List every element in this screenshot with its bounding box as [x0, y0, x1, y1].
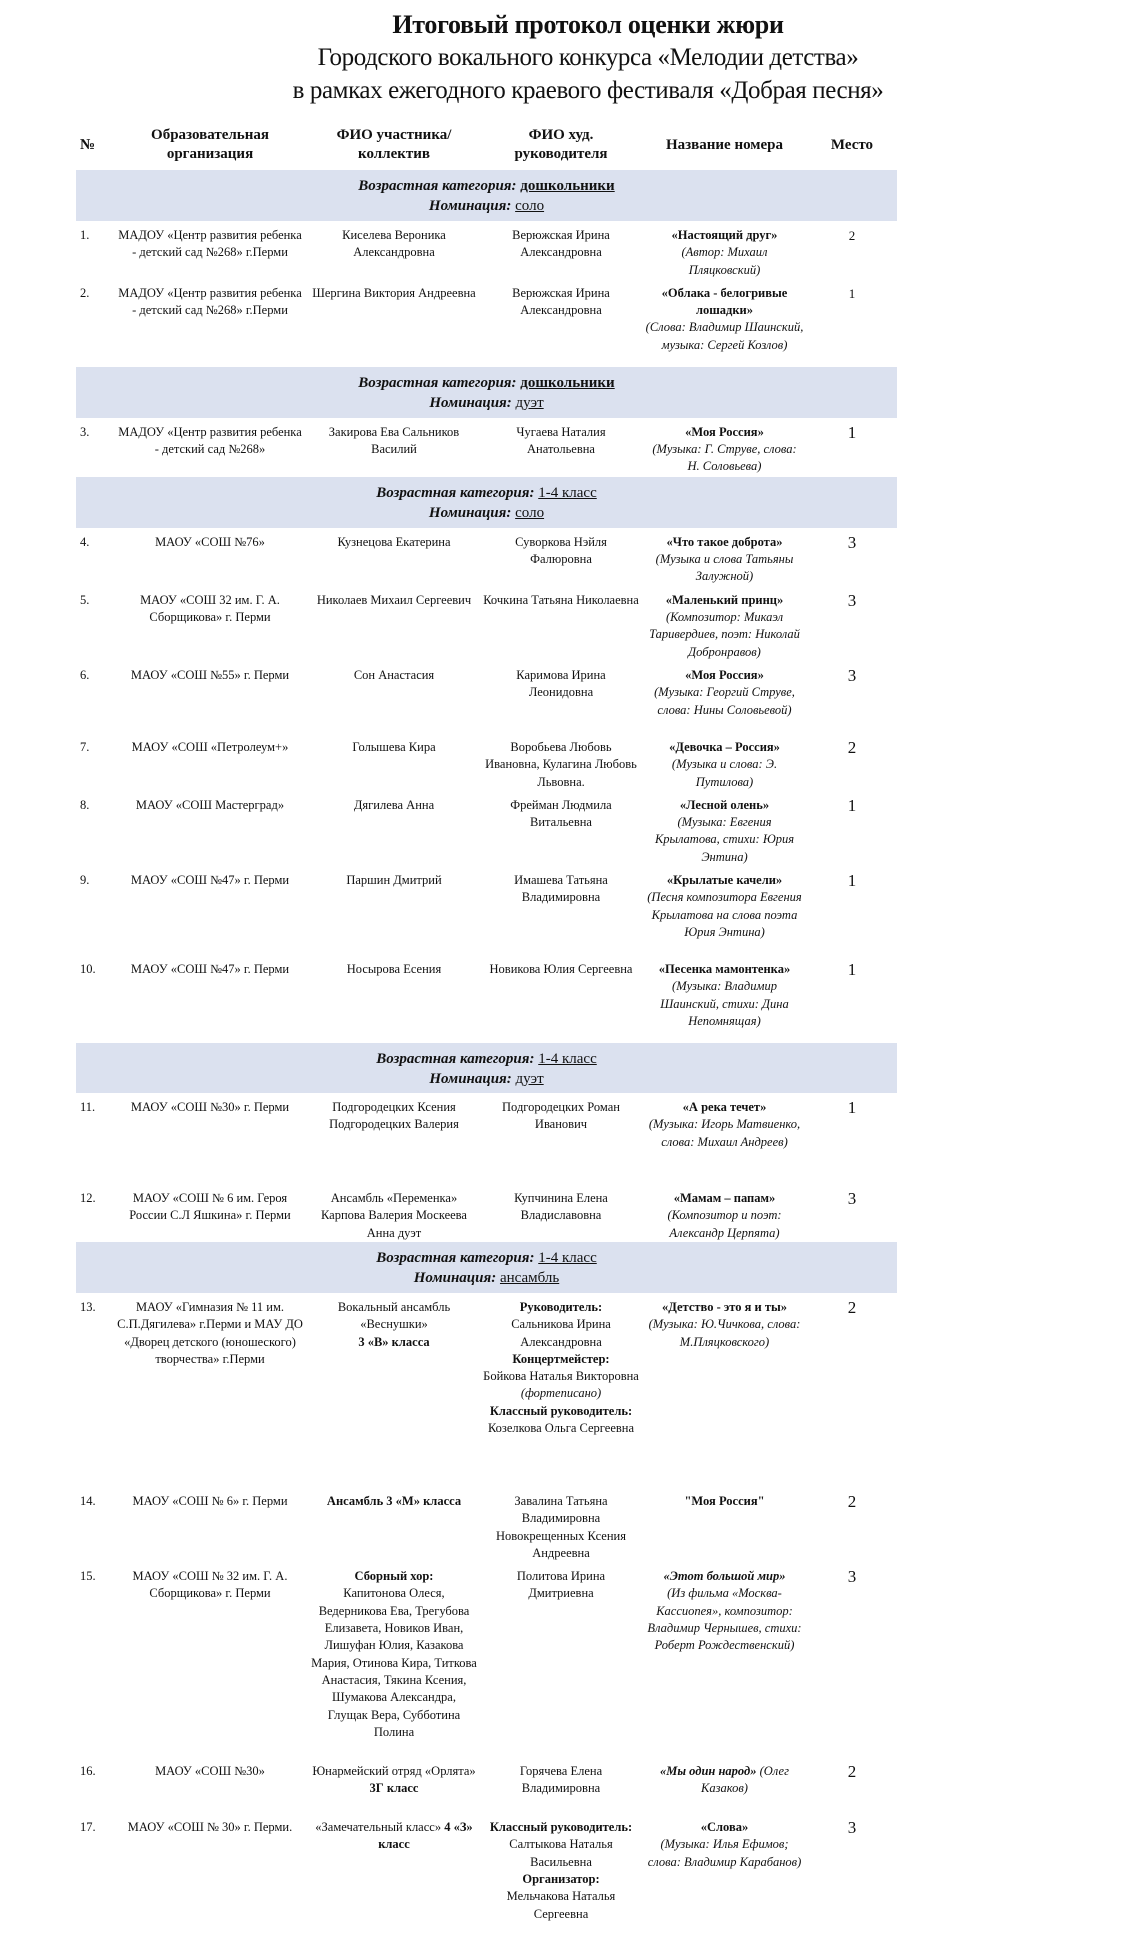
row-number: 11.: [80, 1100, 96, 1115]
column-header-organization: Образовательная организация: [151, 127, 269, 162]
song-credits: (Музыка и слова Татьяны Залужной): [655, 552, 794, 584]
song-cell: [642, 955, 807, 1043]
organization: МАОУ «СОШ 32 им. Г. А. Сборщикова» г. Перми: [140, 592, 280, 625]
song-cell: [642, 1562, 807, 1757]
song-title: «Маленький принц»: [665, 592, 784, 607]
leader: Верюжская Ирина Александровна: [512, 285, 610, 318]
place: 3: [847, 1818, 857, 1838]
leader: Каримова Ирина Леонидовна: [516, 667, 606, 700]
accompanist-instrument: (фортеписано): [520, 1386, 602, 1401]
row-number: 7.: [80, 739, 90, 754]
class-teacher-name: Козелкова Ольга Сергеевна: [487, 1421, 635, 1436]
table-row: [76, 1562, 897, 1757]
document-title: Итоговый протокол оценки жюри: [392, 10, 784, 39]
participant: Кузнецова Екатерина: [337, 534, 451, 549]
column-header-number: №: [80, 136, 96, 153]
organization: МАОУ «Гимназия № 11 им. С.П.Дягилева» г.Перми и МАУ ДО «Дворец детского (юношеского) творчества» г.Перми: [117, 1299, 303, 1366]
table-row: [76, 733, 897, 791]
category-label: Возрастная категория:: [376, 1249, 535, 1266]
song-cell: [642, 866, 807, 955]
song-credits: (Музыка и слова: Э. Путилова): [671, 757, 778, 789]
category-value: дошкольники: [520, 178, 615, 194]
participant: Голышева Кира: [352, 739, 436, 754]
participant-class: 3Г класс: [369, 1781, 419, 1796]
leader: [480, 1813, 642, 1937]
leader: Горячева Елена Владимировна: [519, 1764, 603, 1796]
row-number: 10.: [80, 962, 96, 977]
participant-name: Юнармейский отряд «Орлята»: [312, 1764, 476, 1779]
leader: Купчинина Елена Владиславовна: [514, 1191, 608, 1223]
leader: Имашева Татьяна Владимировна: [514, 873, 608, 905]
participant-class: 3 «В» класса: [358, 1334, 430, 1349]
song-cell: [642, 418, 807, 477]
song-title: «Девочка – Россия»: [669, 739, 780, 754]
table-row: [76, 866, 897, 955]
organization: МАОУ «СОШ № 6 им. Героя России С.Л Яшкина» г. Перми: [129, 1191, 291, 1223]
participant-name: «Замечательный класс»: [315, 1820, 442, 1835]
song-credits: (Композитор: Микаэл Таривердиев, поэт: Николай Добронравов): [649, 610, 800, 659]
participant: Шергина Виктория Андреевна: [312, 285, 476, 300]
row-number: 3.: [80, 424, 90, 439]
leader: Чугаева Наталия Анатольевна: [516, 424, 606, 457]
row-number: 9.: [80, 873, 90, 888]
participant: Подгородецких Ксения Подгородецких Валерия: [329, 1100, 459, 1132]
song-cell: [642, 586, 807, 661]
nomination-label: Номинация:: [429, 1070, 512, 1087]
song-credits: (Олег Казаков): [701, 1764, 789, 1796]
song-cell: [642, 733, 807, 791]
row-number: 14.: [80, 1493, 96, 1508]
category-label: Возрастная категория:: [376, 1050, 535, 1067]
participant: Киселева Вероника Александровна: [342, 228, 446, 260]
document-subtitle: Городского вокального конкурса «Мелодии детства»: [317, 44, 859, 71]
column-header-place: Место: [830, 136, 874, 153]
participant-class: 4 «З» класс: [378, 1820, 473, 1852]
table-row: [76, 221, 897, 279]
place: 3: [847, 665, 857, 685]
table-row: [76, 1093, 897, 1184]
row-number: 15.: [80, 1569, 96, 1584]
column-header-participant: ФИО участника/ коллектив: [336, 127, 452, 162]
place: 3: [847, 1189, 857, 1209]
organizer-role: Организатор:: [522, 1872, 600, 1887]
song-title: «Лесной олень»: [679, 797, 770, 812]
place: 2: [847, 737, 857, 757]
leader: Воробьева Любовь Ивановна, Кулагина Любовь Львовна.: [485, 739, 637, 789]
section-band: [76, 1043, 897, 1093]
class-teacher-role: Классный руководитель:: [489, 1820, 633, 1835]
song-title: «Детство - это я и ты»: [662, 1299, 787, 1314]
organization: МАОУ «СОШ №30»: [155, 1764, 265, 1779]
nomination-label: Номинация:: [429, 394, 512, 411]
organization: МАОУ «СОШ №76»: [155, 534, 265, 549]
participant: Носырова Есения: [346, 962, 442, 977]
song-title: «Облака - белогривые лошадки»: [661, 285, 788, 318]
nomination-value: соло: [515, 198, 545, 214]
category-value: 1-4 класс: [538, 1050, 597, 1067]
table-row: [76, 418, 897, 477]
row-number: 5.: [80, 592, 90, 607]
song-cell: [642, 1487, 807, 1562]
song-credits: (Автор: Михаил Пляцковский): [681, 245, 768, 277]
song-cell: [642, 221, 807, 279]
song-credits: (Слова: Владимир Шаинский, музыка: Сергей Козлов): [645, 320, 804, 352]
category-label: Возрастная категория:: [376, 484, 535, 501]
song-cell: [642, 1184, 807, 1242]
song-title: «А река течет»: [682, 1100, 767, 1115]
song-credits: (Из фильма «Москва-Кассиопея», композитор: Владимир Чернышев, стихи: Роберт Рождественский): [647, 1586, 802, 1653]
accompanist-role: Концертмейстер:: [512, 1351, 610, 1366]
organization: МАДОУ «Центр развития ребенка - детский сад №268»: [118, 424, 302, 457]
table-row: [76, 586, 897, 661]
choir-label: Сборный хор:: [354, 1569, 434, 1584]
organization: МАОУ «СОШ «Петролеум+»: [131, 739, 289, 754]
place: 3: [847, 532, 857, 552]
row-number: 1.: [80, 228, 90, 242]
song-cell: [642, 279, 807, 367]
accompanist-name: Бойкова Наталья Викторовна: [483, 1369, 639, 1384]
table-row: [76, 791, 897, 866]
organization: МАОУ «СОШ №47» г. Перми: [130, 962, 290, 977]
participant: Закирова Ева Сальников Василий: [328, 424, 460, 457]
organization: МАОУ «СОШ №30» г. Перми: [130, 1100, 290, 1115]
place: 2: [847, 1297, 857, 1317]
song-cell: [642, 791, 807, 866]
section-band: [76, 170, 897, 221]
table-row: [76, 661, 897, 733]
place: 1: [847, 422, 857, 442]
category-value: 1-4 класс: [538, 484, 597, 501]
table-row: [76, 1293, 897, 1487]
organization: МАДОУ «Центр развития ребенка - детский сад №268» г.Перми: [118, 285, 302, 318]
category-label: Возрастная категория:: [358, 178, 517, 194]
table-header-row: [76, 120, 897, 170]
song-title: "Моя Россия": [684, 1493, 765, 1508]
place: 3: [847, 1567, 857, 1587]
table-row: [76, 528, 897, 586]
class-teacher-name: Салтыкова Наталья Васильевна: [509, 1837, 613, 1869]
song-cell: [642, 528, 807, 586]
song-title: «Моя Россия»: [685, 424, 764, 439]
song-title: «Моя Россия»: [685, 667, 764, 682]
song-credits: (Музыка: Евгения Крылатова, стихи: Юрия Энтина): [654, 815, 795, 864]
leader: Суворкова Нэйля Фалюровна: [515, 534, 607, 567]
organizer-name: Мельчакова Наталья Сергеевна: [506, 1889, 616, 1921]
participant: Дягилева Анна: [353, 797, 435, 812]
participant: [308, 1813, 480, 1937]
column-header-song: Название номера: [665, 136, 784, 153]
song-title: «Мы один народ»: [660, 1764, 757, 1779]
song-credits: (Композитор и поэт: Александр Церпята): [667, 1208, 782, 1240]
section-band: [76, 1242, 897, 1293]
place: 1: [847, 871, 857, 891]
row-number: 17.: [80, 1820, 96, 1835]
organization: МАОУ «СОШ №55» г. Перми: [130, 667, 290, 682]
leader: Подгородецких Роман Иванович: [502, 1100, 620, 1132]
song-cell: [642, 1293, 807, 1487]
place: 1: [848, 285, 856, 301]
song-cell: [642, 1093, 807, 1184]
table-row: [76, 1813, 897, 1937]
organization: МАОУ «СОШ № 30» г. Перми.: [127, 1820, 293, 1835]
song-credits: (Музыка: Г. Струве, слова: Н. Соловьева): [652, 442, 797, 474]
leader: Фрейман Людмила Витальевна: [510, 797, 612, 830]
participant: Николаев Михаил Сергеевич: [316, 592, 472, 607]
place: 1: [847, 960, 857, 980]
category-value: 1-4 класс: [538, 1249, 597, 1266]
organization: МАОУ «СОШ № 6» г. Перми: [132, 1493, 288, 1508]
leader-name: Сальникова Ирина Александровна: [511, 1317, 611, 1349]
table-row: [76, 1184, 897, 1242]
place: 2: [848, 228, 856, 243]
section-band: [76, 477, 897, 528]
place: 2: [847, 1491, 857, 1511]
row-number: 8.: [80, 797, 90, 812]
leader: Завалина Татьяна Владимировна Новокрещенных Ксения Андреевна: [496, 1493, 626, 1560]
leader: Верюжская Ирина Александровна: [512, 228, 610, 260]
song-credits: (Музыка: Владимир Шаинский, стихи: Дина Непомнящая): [660, 979, 789, 1028]
document-subtitle-2: в рамках ежегодного краевого фестиваля «Добрая песня»: [292, 77, 884, 104]
results-table: [76, 120, 897, 1937]
nomination-value: дуэт: [515, 1070, 544, 1087]
participant-name: Вокальный ансамбль «Веснушки»: [337, 1299, 451, 1332]
section-band: [76, 367, 897, 418]
category-value: дошкольники: [520, 374, 615, 391]
place: 2: [847, 1762, 857, 1782]
song-cell: [642, 1813, 807, 1937]
row-number: 4.: [80, 534, 90, 549]
category-label: Возрастная категория:: [358, 374, 517, 391]
participant: Ансамбль 3 «М» класса: [326, 1493, 462, 1508]
place: 1: [847, 1098, 857, 1118]
nomination-label: Номинация:: [428, 198, 512, 214]
place: 1: [847, 795, 857, 815]
row-number: 16.: [80, 1764, 96, 1779]
organization: МАДОУ «Центр развития ребенка - детский сад №268» г.Перми: [118, 228, 302, 260]
table-row: [76, 279, 897, 367]
leader-role: Руководитель:: [519, 1299, 603, 1314]
row-number: 12.: [80, 1191, 96, 1206]
song-cell: [642, 661, 807, 733]
participant: [308, 1293, 480, 1487]
participant: Сон Анастасия: [353, 667, 435, 682]
song-title: «Песенка мамонтенка»: [658, 962, 791, 977]
nomination-label: Номинация:: [413, 1269, 497, 1286]
nomination-value: соло: [515, 504, 545, 521]
row-number: 13.: [80, 1299, 96, 1314]
column-header-leader: ФИО худ. руководителя: [514, 127, 608, 162]
place: 3: [847, 590, 857, 610]
leader: Политова Ирина Дмитриевна: [516, 1569, 606, 1601]
song-title: «Этот большой мир»: [663, 1569, 786, 1584]
organization: МАОУ «СОШ № 32 им. Г. А. Сборщикова» г. Перми: [132, 1569, 288, 1601]
leader: Кочкина Татьяна Николаевна: [483, 592, 639, 607]
song-title: «Крылатые качели»: [666, 873, 783, 888]
song-cell: [642, 1757, 807, 1813]
table-row: [76, 955, 897, 1043]
table-row: [76, 1757, 897, 1813]
participant: Паршин Дмитрий: [346, 873, 442, 888]
song-title: «Слова»: [700, 1820, 749, 1835]
nomination-value: дуэт: [515, 394, 544, 411]
nomination-label: Номинация:: [428, 504, 512, 521]
class-teacher-role: Классный руководитель:: [489, 1403, 633, 1418]
song-credits: (Песня композитора Евгения Крылатова на слова поэта Юрия Энтина): [647, 890, 802, 939]
song-credits: (Музыка: Илья Ефимов; слова: Владимир Карабанов): [647, 1837, 802, 1869]
song-credits: (Музыка: Игорь Матвиенко, слова: Михаил Андреев): [648, 1117, 801, 1149]
leader: Новикова Юлия Сергеевна: [489, 962, 633, 977]
participant: [308, 1562, 480, 1757]
song-title: «Что такое доброта»: [666, 534, 783, 549]
leader: [480, 1293, 642, 1487]
participant: Ансамбль «Переменка» Карпова Валерия Москеева Анна дуэт: [321, 1191, 467, 1240]
song-title: «Мамам – папам»: [673, 1191, 776, 1206]
song-title: «Настоящий друг»: [671, 228, 778, 242]
row-number: 6.: [80, 667, 90, 682]
song-credits: (Музыка: Ю.Чичкова, слова: М.Пляцковского): [648, 1317, 801, 1349]
nomination-value: ансамбль: [499, 1269, 560, 1286]
table-row: [76, 1487, 897, 1562]
choir-members: Капитонова Олеся, Ведерникова Ева, Трегубова Елизавета, Новиков Иван, Лишуфан Юлия, Казакова Мария, Отинова Кира, Титкова Анастасия, Тякина Ксения, Шумакова Александра, Глущак Вера, Субботина Полина: [311, 1586, 477, 1739]
organization: МАОУ «СОШ №47» г. Перми: [130, 873, 290, 888]
song-credits: (Музыка: Георгий Струве, слова: Нины Соловьевой): [654, 685, 795, 717]
row-number: 2.: [80, 285, 90, 300]
organization: МАОУ «СОШ Мастерград»: [135, 797, 285, 812]
participant: [308, 1757, 480, 1813]
document-header: [200, 8, 976, 107]
